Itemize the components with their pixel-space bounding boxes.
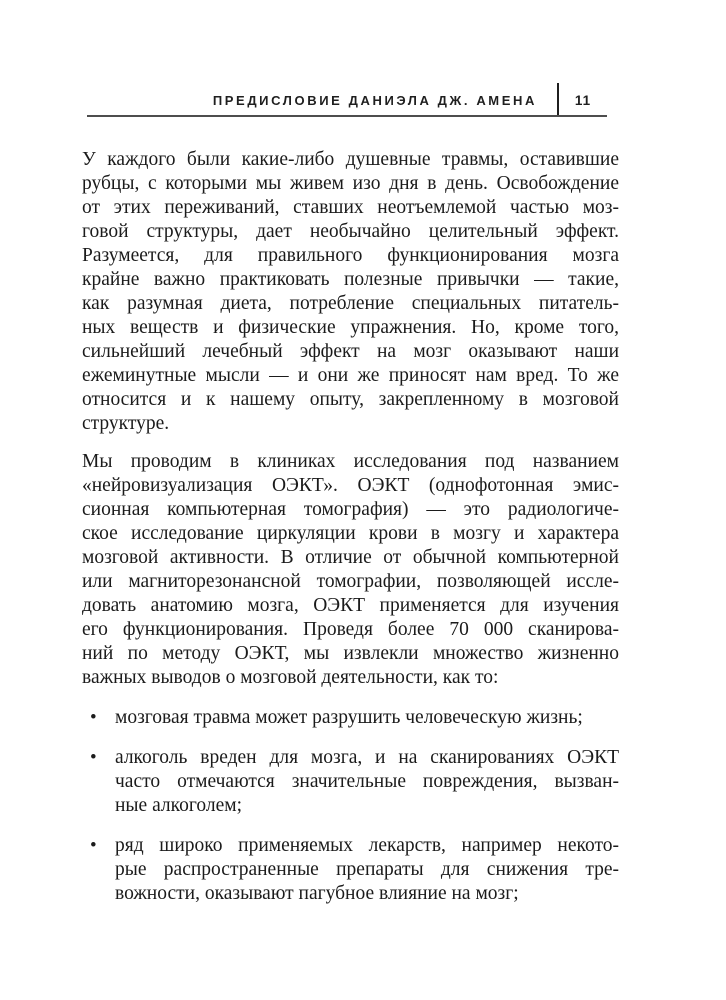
text-line: мозговой активности. В отличие от обычной компьютерной (82, 547, 619, 568)
bullet-item (82, 834, 619, 906)
text-line: Мы проводим в клиниках исследования под названием (82, 451, 619, 472)
text-line: алкоголь вреден для мозга, и на сканированиях ОЭКТ (115, 747, 619, 768)
text-line: ные алкоголем; (115, 795, 243, 816)
bullet-icon: • (90, 707, 97, 728)
paragraph (82, 148, 619, 436)
page-number: 11 (574, 93, 592, 108)
page-body (82, 148, 619, 906)
text-line: ежеминутные мысли — и они же приносят нам вред. То же (82, 365, 619, 386)
text-line: вожности, оказывают пагубное влияние на мозг; (115, 883, 519, 904)
text-line: ское исследование циркуляции крови в мозгу и характера (82, 523, 619, 544)
text-line: рые распространенные препараты для снижения тре- (115, 859, 619, 880)
text-line: сильнейший лечебный эффект на мозг оказывают наши (82, 341, 619, 362)
page-header (87, 83, 607, 117)
text-line: Разумеется, для правильного функционирования мозга (82, 245, 619, 266)
text-line: довать анатомию мозга, ОЭКТ применяется для изучения (82, 595, 619, 616)
text-line: как разумная диета, потребление специальных питатель- (82, 293, 619, 314)
paragraph (82, 450, 619, 690)
bullet-text (115, 746, 619, 818)
text-line: часто отмечаются значительные повреждения, вызван- (115, 771, 619, 792)
running-title: ПРЕДИСЛОВИЕ ДАНИЭЛА ДЖ. АМЕНА (212, 93, 537, 108)
text-line: крайне важно практиковать полезные привычки — такие, (82, 269, 619, 290)
bullet-icon: • (90, 835, 97, 856)
bullet-item (82, 706, 619, 730)
text-line: рубцы, с которыми мы живем изо дня в день. Освобождение (82, 173, 619, 194)
text-line: важных выводов о мозговой деятельности, как то: (82, 667, 499, 688)
text-line: или магниторезонансной томографии, позволяющей иссле- (82, 571, 619, 592)
text-line: ний по методу ОЭКТ, мы извлекли множество жизненно (82, 643, 619, 664)
text-line: У каждого были какие-либо душевные травмы, оставившие (82, 149, 619, 170)
bullet-item (82, 746, 619, 818)
text-line: его функционирования. Проведя более 70 000 сканирова- (82, 619, 619, 640)
text-line: ных веществ и физические упражнения. Но, кроме того, (82, 317, 619, 338)
text-line: мозговая травма может разрушить человеческую жизнь; (115, 707, 583, 728)
bullet-text (115, 706, 619, 730)
bullet-icon: • (90, 747, 97, 768)
text-line: сионная компьютерная томография) — это радиологиче- (82, 499, 619, 520)
text-line: структуре. (82, 413, 170, 434)
text-line: от этих переживаний, ставших неотъемлемой частью моз- (82, 197, 619, 218)
text-line: «нейровизуализация ОЭКТ». ОЭКТ (однофотонная эмис- (82, 475, 619, 496)
bullet-text (115, 834, 619, 906)
text-line: относится и к нашему опыту, закрепленному в мозговой (82, 389, 619, 410)
text-line: ряд широко применяемых лекарств, например некото- (115, 835, 619, 856)
text-line: говой структуры, дает необычайно целительный эффект. (82, 221, 619, 242)
